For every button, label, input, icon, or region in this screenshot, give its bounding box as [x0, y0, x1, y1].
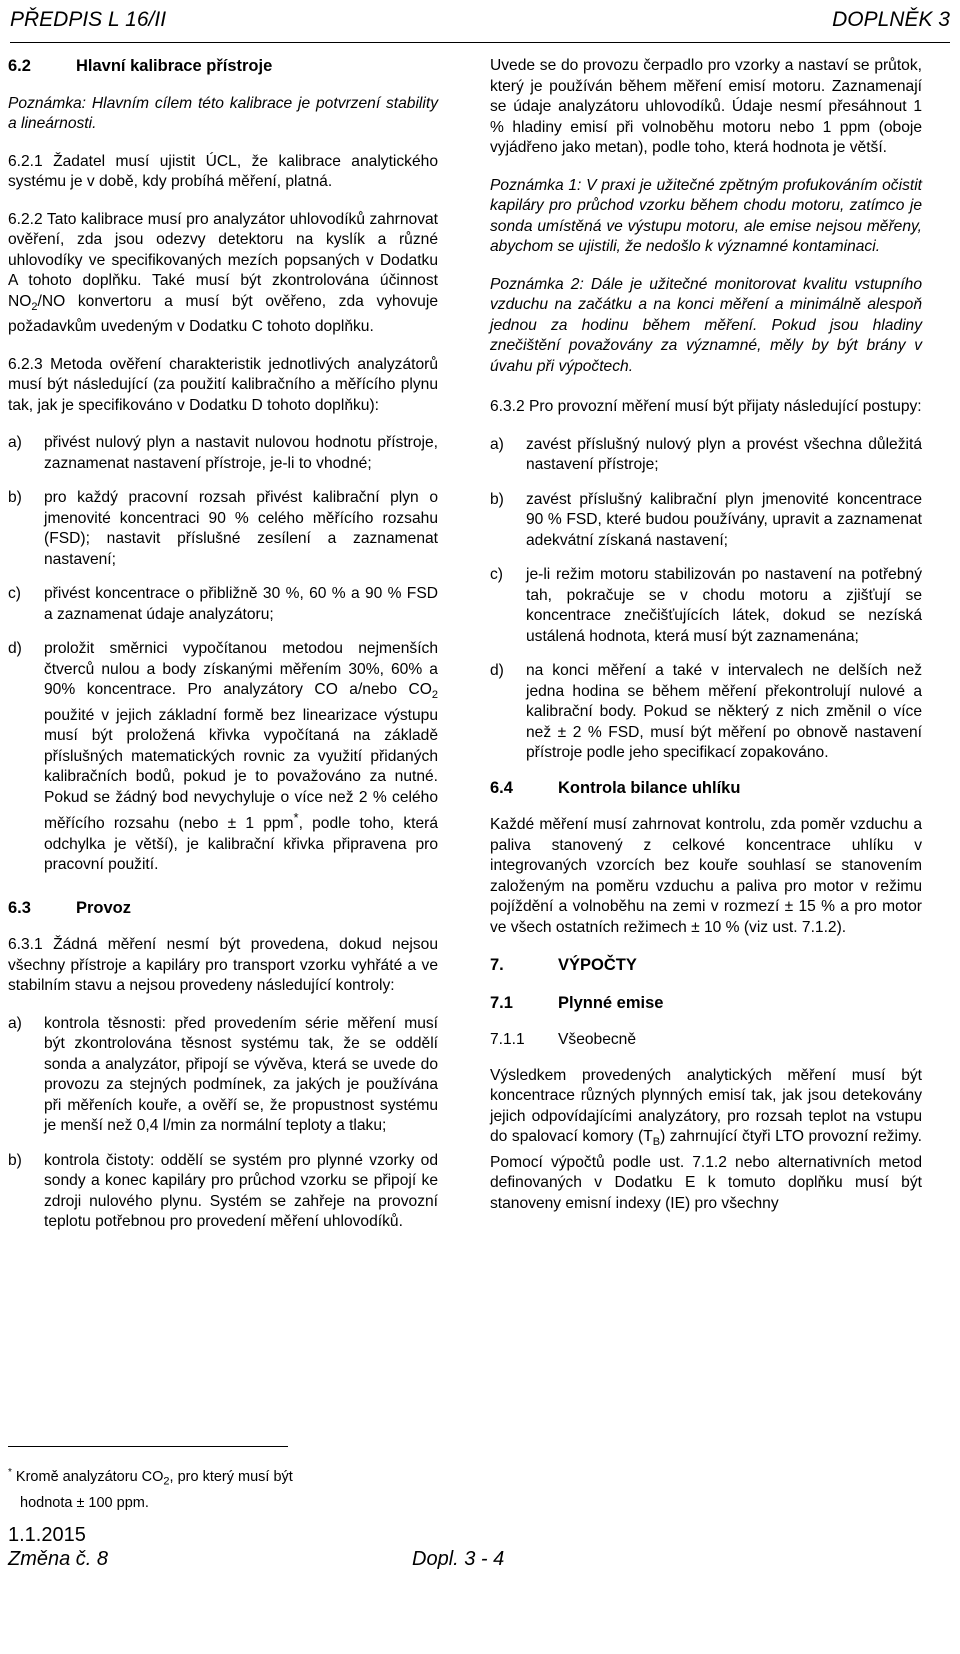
- list-item: d) proložit směrnici vypočítanou metodou nejmenších čtverců nulou a body získanými měřením 30%, 60% a 90% koncentrace. Pro analyzátory CO a/nebo $CO_2$ použité v jejich základní formě bez linearizace výstupu musí být proložená křivka vypočítaná na základě příslušných matematických rovnic za využití přidaných kalibračních bodů, pokud je to považováno za nutné. Pokud se žádný bod nevychyluje o více než 2 % celého měřícího rozsahu (nebo ± 1 ppm*, podle toho, která odchylka je větší), je kalibrační křivka připravena pro pracovní použití.: [8, 640, 438, 874]
- note-1: Poznámka 1: V praxi je užitečné zpětným profukováním očistit kapiláry pro průchod vzorku během chodu motoru, zatímco je sonda umístěná ve výstupu motoru, ale emise nejsou měřeny, abychom se ujistili, že nedošlo k významné kontaminaci.: [490, 176, 922, 255]
- header-left: PŘEDPIS L 16/II: [10, 8, 167, 31]
- footnote-divider: [8, 1446, 288, 1447]
- heading-6-2: 6.2 Hlavní kalibrace přístroje: [8, 57, 273, 75]
- footnote: * Kromě analyzátoru $CO_2$, pro který musí být hodnota ± 100 ppm.: [8, 1467, 293, 1511]
- header-right: DOPLNĚK 3: [832, 8, 950, 31]
- list-6-3-2: [490, 435, 922, 764]
- list-item: b) pro každý pracovní rozsah přivést kalibrační plyn o jmenovité koncentraci 90 % celého měřícího rozsahu (FSD); nastavit příslušné zesílení a zaznamenat nastavení;: [8, 489, 438, 568]
- footer-left: [8, 1523, 108, 1571]
- list-item: a) přivést nulový plyn a nastavit nulovou hodnotu přístroje, zaznamenat nastavení přístroje, je-li to vhodné;: [8, 434, 438, 472]
- list-item: a) zavést příslušný nulový plyn a provést všechna důležitá nastavení přístroje;: [490, 435, 922, 473]
- note-2: Poznámka 2: Dále je užitečné monitorovat kvalitu vstupního vzduchu na začátku a na konci měření a minimálně alespoň jednou za hodinu během měření. Pokud jsou hladiny znečištění považovány za významné, měly by být brány v úvahu při výpočtech.: [490, 275, 922, 375]
- list-6-2-3: [8, 433, 438, 876]
- page-header: [10, 4, 950, 43]
- list-item: d) na konci měření a také v intervalech ne delších než jedna hodina se během měření překontrolují nulové a kalibrační body. Pokud se některý z nich změnil o více než ± 2 % FSD, musí být měření po obnově nastavení přístroje podle jeho specifikací zopakováno.: [490, 662, 922, 761]
- list-6-3-1: [8, 1014, 438, 1233]
- para-6-2-3: 6.2.3 Metoda ověření charakteristik jednotlivých analyzátorů musí být následující (za použití kalibračního a měřícího plynu tak, jak je specifikováno v Dodatku D tohoto doplňku):: [8, 355, 438, 414]
- footer-date: 1.1.2015: [8, 1524, 86, 1546]
- para-purity-check: Uvede se do provozu čerpadlo pro vzorky a nastaví se průtok, který je používán během měření emisí motoru. Zaznamenají se údaje analyzátoru uhlovodíků. Údaje nesmí přesáhnout 1 % hladiny emisí při volnoběhu motoru nebo 1 ppm (oboje vyjádřeno jako metan), podle toho, která hodnota je větší.: [490, 57, 922, 156]
- para-6-2-2: 6.2.2 Tato kalibrace musí pro analyzátor uhlovodíků zahrnovat ověření, zda jsou odezvy detektoru na kyslík a různé uhlovodíky ve specifikovaných mezích popsaných v Dodatku A tohoto doplňku. Také musí být zkontrolována účinnost $NO_2/NO$ konvertoru a musí být ověřeno, zda vyhovuje požadavkům uvedeným v Dodatku C tohoto doplňku.: [8, 210, 438, 336]
- list-item: c) přivést koncentrace o přibližně 30 %, 60 % a 90 % FSD a zaznamenat údaje analyzátoru;: [8, 585, 438, 623]
- heading-6-4: 6.4 Kontrola bilance uhlíku: [490, 778, 741, 797]
- heading-7-1-1: 7.1.1 Všeobecně: [490, 1031, 637, 1048]
- list-item: a) kontrola těsnosti: před provedením série měření musí být zkontrolována těsnost systému tak, že se oddělí sonda a analyzátor, připojí se vývěva, která se uvede do provozu za stejných podmínek, za jakých je používána při měřeních kouře, a ověří se, že propustnost systému je menší než 0,4 l/min za normální teploty a tlaku;: [8, 1014, 438, 1135]
- para-6-3-1: 6.3.1 Žádná měření nesmí být provedena, dokud nejsou všechny přístroje a kapiláry pro transport vzorku vyhřáté a ve stabilním stavu a nejsou provedeny následující kontroly:: [8, 936, 438, 995]
- heading-7-1: 7.1 Plynné emise: [490, 993, 664, 1012]
- para-6-2-1: 6.2.1 Žadatel musí ujistit ÚCL, že kalibrace analytického systému je v době, kdy probíhá měření, platná.: [8, 152, 438, 190]
- note-6-2: Poznámka: Hlavním cílem této kalibrace je potvrzení stability a lineárnosti.: [8, 94, 438, 132]
- heading-6-3: 6.3 Provoz: [8, 898, 132, 917]
- list-item: c) je-li režim motoru stabilizován po nastavení na potřebný tah, pokračuje se v chodu motoru a zjišťují se koncentrace znečišťujících látek, dokud se nezíská ustálená hodnota, která musí být zaznamenána;: [490, 566, 922, 645]
- footer-page: Dopl. 3 - 4: [412, 1548, 505, 1570]
- footer-change: Změna č. 8: [8, 1548, 109, 1570]
- para-6-3-2: 6.3.2 Pro provozní měření musí být přijaty následující postupy:: [490, 398, 922, 415]
- right-column: [490, 56, 922, 1231]
- para-7-1-1: Výsledkem provedených analytických měření musí být koncentrace různých plynných emisí tak, jak jsou detekovány jejich odpovídajícími analyzátory, pro rozsah teplot na vstupu do spalovací komory $(T_B)$ zahrnující čtyři LTO provozní režimy. Pomocí výpočtů podle ust. 7.1.2 nebo alternativních metod definovaných v Dodatku E k tomuto doplňku musí být stanoveny emisní indexy (IE) pro všechny: [490, 1066, 922, 1212]
- list-item: b) zavést příslušný kalibrační plyn jmenovité koncentrace 90 % FSD, které budou používány, upravit a zaznamenat adekvátní získaná nastavení;: [490, 490, 922, 549]
- left-column: [8, 56, 438, 1247]
- heading-7: 7. VÝPOČTY: [490, 956, 637, 974]
- list-item: b) kontrola čistoty: oddělí se systém pro plynné vzorky od sondy a konec kapiláry pro průchod vzorku se připojí ke zdroji nulového plynu. Systém se zahřeje na provozní teplotu potřebnou pro provedení měření uhlovodíků.: [8, 1151, 438, 1231]
- para-6-4: Každé měření musí zahrnovat kontrolu, zda poměr vzduchu a paliva stanovený z celkové koncentrace uhlíku v integrovaných vzorcích bez kouře souhlasí se stanovením založeným na poměru vzduchu a paliva pro motor v režimu pojíždění a volnoběhu na zemi v rozmezí ± 15 % a pro motor ve všech ostatních režimech ± 10 % (viz ust. 7.1.2).: [490, 816, 922, 936]
